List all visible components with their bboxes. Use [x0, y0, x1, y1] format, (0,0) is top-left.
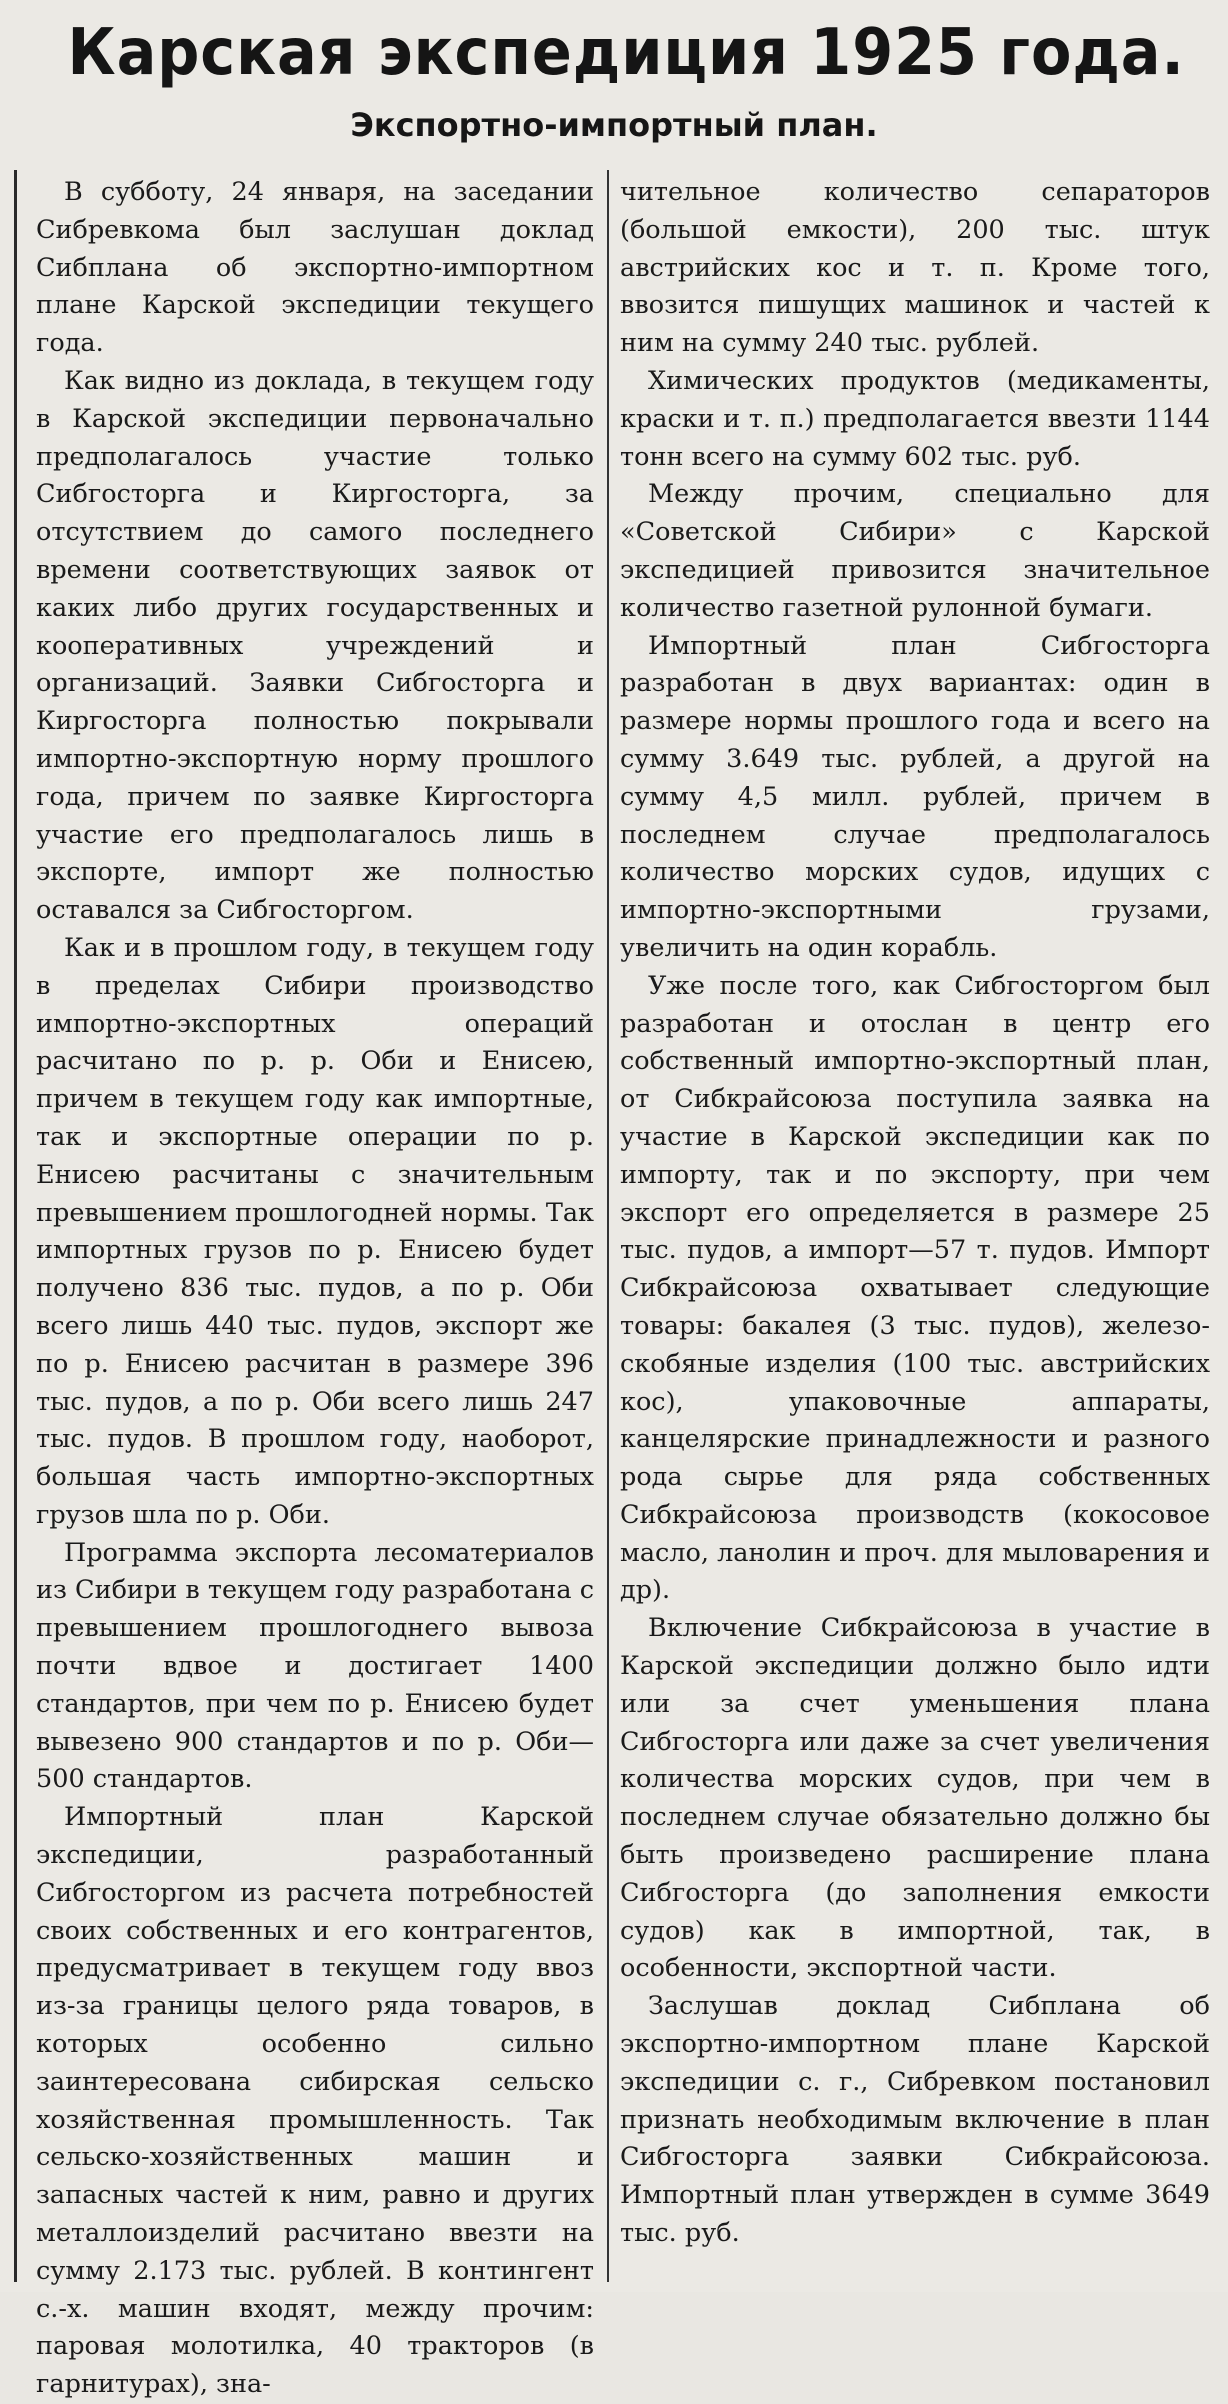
paragraph: Импортный план Сибгосторга разработан в двух вариантах: один в размере нормы прошлого года и всего на сумму 3.649 тыс. рублей, а другой на сумму 4,5 милл. рублей, причем в последнем случае предполагалось количество морских судов, идущих с импортно-экспортными грузами, увеличить на один корабль.: [620, 630, 1210, 963]
article-title: Карская экспедиция 1925 года.: [67, 16, 1185, 90]
paragraph: чительное количество сепараторов (большой емкости), 200 тыс. штук австрийских кос и т. п. Кроме того, ввозится пишущих машинок и частей к ним на сумму 240 тыс. рублей.: [620, 177, 1210, 359]
paragraph: Как видно из доклада, в текущем году в Карской экспедиции первоначально предполагалось участие только Сибгосторга и Киргосторга, за отсутствием до самого последнего времени соответствующих заявок от каких либо других государственных и кооперативных учреждений и организаций. Заявки Сибгосторга и Киргосторга полностью покрывали импортно-экспортную норму прошлого года, причем по заявке Киргосторга участие его предполагалось лишь в экспорте, импорт же полностью оставался за Сибгосторгом.: [36, 365, 594, 926]
paragraph: Химических продуктов (медикаменты, краски и т. п.) предполагается ввезти 1144 тонн всего на сумму 602 тыс. руб.: [620, 365, 1210, 472]
paragraph: Включение Сибкрайсоюза в участие в Карской экспедиции должно было идти или за счет уменьшения плана Сибгосторга или даже за счет увеличения количества морских судов, при чем в последнем случае обязательно должно бы быть произведено расширение плана Сибгосторга (до заполнения емкости судов) как в импортной, так, в особенности, экспортной части.: [620, 1613, 1210, 1984]
paragraph: Как и в прошлом году, в текущем году в пределах Сибири производство импортно-экспортных операций расчитано по р. р. Оби и Енисею, причем в текущем году как импортные, так и экспортные операции по р. Енисею расчитаны с значительным превышением прошлогодней нормы. Так импортных грузов по р. Енисею будет получено 836 тыс. пудов, а по р. Оби всего лишь 440 тыс. пудов, экспорт же по р. Енисею расчитан в размере 396 тыс. пудов, а по р. Оби всего лишь 247 тыс. пудов. В прошлом году, наоборот, большая часть импортно-экспортных грузов шла по р. Оби.: [36, 932, 594, 1530]
right-column: [620, 174, 1210, 2253]
paragraph: Уже после того, как Сибгосторгом был разработан и отослан в центр его собственный импортно-экспортный план, от Сибкрайсоюза поступила заявка на участие в Карской экспедиции как по импорту, так и по экспорту, при чем экспорт его определяется в размере 25 тыс. пудов, а импорт—57 т. пудов. Импорт Сибкрайсоюза охватывает следующие товары: бакалея (3 тыс. пудов), железо-скобяные изделия (100 тыс. австрийских кос), упаковочные аппараты, канцелярские принадлежности и разного рода сырье для ряда собственных Сибкрайсоюза производств (кокосовое масло, ланолин и проч. для мыловарения и др).: [620, 970, 1210, 1606]
paragraph: Между прочим, специально для «Советской Сибири» с Карской экспедицией привозится значительное количество газетной рулонной бумаги.: [620, 479, 1210, 623]
paragraph: В субботу, 24 января, на заседании Сибревкома был заслушан доклад Сибплана об экспортно-импортном плане Карской экспедиции текущего года.: [36, 177, 594, 359]
column-divider: [607, 170, 609, 2282]
paragraph: Программа экспорта лесоматериалов из Сибири в текущем году разработана с превышением прошлогоднего вывоза почти вдвое и достигает 1400 стандартов, при чем по р. Енисею будет вывезено 900 стандартов и по р. Оби—500 стандартов.: [36, 1537, 594, 1795]
article-subtitle: Экспортно-импортный план.: [350, 106, 878, 144]
paragraph: Заслушав доклад Сибплана об экспортно-импортном плане Карской экспедиции с. г., Сибревком постановил признать необходимым включение в план Сибгосторга заявки Сибкрайсоюза. Импортный план утвержден в сумме 3649 тыс. руб.: [620, 1991, 1210, 2249]
paragraph: Импортный план Карской экспедиции, разработанный Сибгосторгом из расчета потребностей своих собственных и его контрагентов, предусматривает в текущем году ввоз из-за границы целого ряда товаров, в которых особенно сильно заинтересована сибирская сельско хозяйственная промышленность. Так сельско-хозяйственных машин и запасных частей к ним, равно и других металлоизделий расчитано ввезти на сумму 2.173 тыс. рублей. В контингент с.-х. машин входят, между прочим: паровая молотилка, 40 тракторов (в гарнитурах), зна-: [36, 1802, 594, 2400]
column-rule-left: [14, 170, 17, 2282]
left-column: [36, 174, 594, 2404]
